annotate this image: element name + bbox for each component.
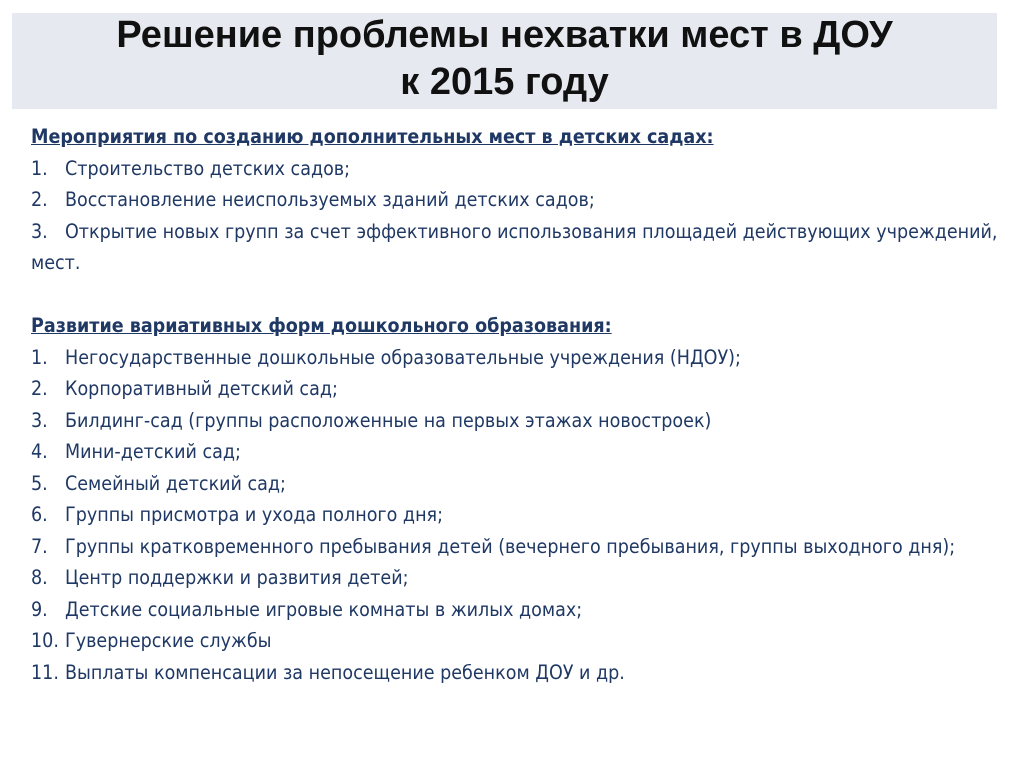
item-text: Восстановление неиспользуемых зданий детских садов; <box>65 188 595 211</box>
item-number: 3. <box>31 219 48 243</box>
slide-title <box>12 12 997 106</box>
item-text: Группы присмотра и ухода полного дня; <box>65 503 444 526</box>
item-text: Детские социальные игровые комнаты в жилых домах; <box>65 597 583 621</box>
title-line-1: Решение проблемы нехватки мест в ДОУ <box>116 14 893 56</box>
list-item <box>31 531 1011 563</box>
item-number: 9. <box>31 597 48 621</box>
item-text: Строительство детских садов; <box>65 156 351 180</box>
section-heading-variative-forms: Развитие вариативных форм дошкольного образования: <box>31 314 612 337</box>
list-item <box>31 594 1011 626</box>
item-text: Корпоративный детский сад; <box>65 377 338 400</box>
item-text: Мини-детский сад; <box>65 440 241 463</box>
list-item <box>31 625 1011 657</box>
item-number: 7. <box>31 534 48 558</box>
list-item <box>31 562 1011 594</box>
item-number: 1. <box>31 345 48 369</box>
item-number: 2. <box>31 377 48 400</box>
item-text: Группы кратковременного пребывания детей (вечернего пребывания, группы выходного дня); <box>65 534 956 558</box>
list-item <box>31 499 1011 531</box>
title-line-2: к 2015 году <box>400 61 609 103</box>
list-item <box>31 373 1011 405</box>
list-item <box>31 657 1011 689</box>
list-item <box>31 216 1011 279</box>
item-number: 5. <box>31 471 48 495</box>
list-item <box>31 468 1011 500</box>
item-text: Билдинг-сад (группы расположенные на первых этажах новостроек) <box>65 408 712 432</box>
item-number: 3. <box>31 408 48 432</box>
item-number: 4. <box>31 440 48 463</box>
list-item <box>31 342 1011 374</box>
section-heading-new-places: Мероприятия по созданию дополнительных мест в детских садах: <box>31 125 714 148</box>
section-gap <box>31 279 1011 311</box>
list-item <box>31 184 1011 216</box>
item-text: Гувернерские службы <box>65 629 272 652</box>
list-item <box>31 436 1011 468</box>
item-text: Семейный детский сад; <box>65 471 286 495</box>
item-number: 10. <box>31 629 59 652</box>
item-text: Открытие новых групп за счет эффективного использования площадей действующих учреждений, мест. <box>31 219 998 274</box>
item-text: Выплаты компенсации за непосещение ребенком ДОУ и др. <box>65 660 625 684</box>
item-number: 11. <box>31 660 59 684</box>
slide-body <box>31 121 1011 688</box>
item-text: Центр поддержки и развития детей; <box>65 566 409 589</box>
item-text: Негосударственные дошкольные образовательные учреждения (НДОУ); <box>65 345 741 369</box>
list-item <box>31 405 1011 437</box>
item-number: 8. <box>31 566 48 589</box>
item-number: 2. <box>31 188 48 211</box>
item-number: 6. <box>31 503 48 526</box>
item-number: 1. <box>31 156 48 180</box>
list-item <box>31 153 1011 185</box>
